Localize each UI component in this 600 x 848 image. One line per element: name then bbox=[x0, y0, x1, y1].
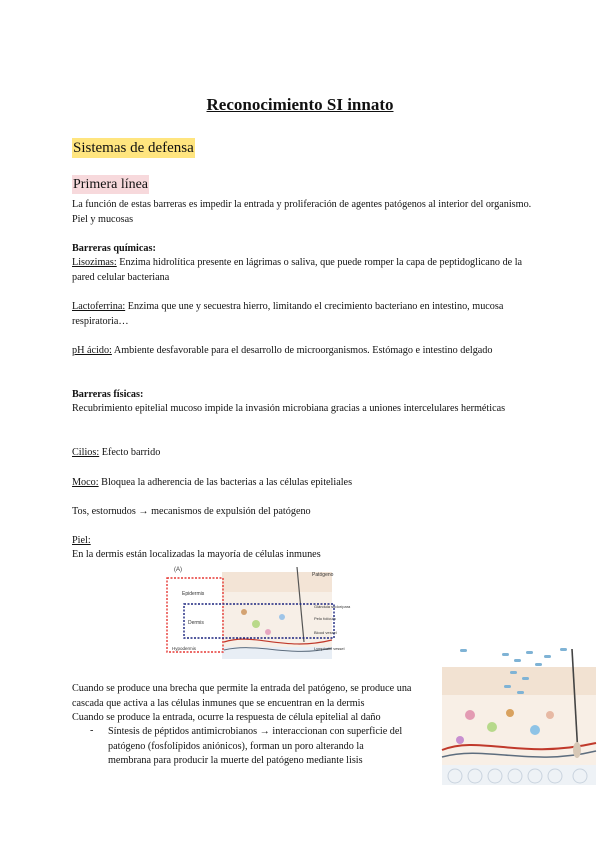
ph-paragraph bbox=[72, 343, 532, 358]
bullet-mark: - bbox=[90, 725, 94, 736]
fig-label-blood: Blood vessel bbox=[314, 630, 337, 635]
page-title: Reconocimiento SI innato bbox=[206, 95, 394, 114]
piel-paragraph: En la dermis están localizadas la mayoría de células inmunes bbox=[72, 549, 321, 560]
brecha-paragraph: Cuando se produce una brecha que permite la entrada del patógeno, se produce una cascada que activa a las células inmunes que se encuentran en la dermis bbox=[72, 683, 412, 709]
ph-text: Ambiente desfavorable para el desarrollo de microorganismos. Estómago e intestino delgado bbox=[111, 345, 493, 356]
cilios-label: Cilios: bbox=[72, 447, 100, 458]
cilios-paragraph bbox=[72, 445, 532, 460]
fig-label-hair: Pelo folículo bbox=[314, 616, 336, 621]
fig-label-sweat: Glándula sudorípara bbox=[314, 604, 351, 609]
fig-label-pathogen: Patógeno bbox=[312, 572, 334, 578]
intro-paragraph: La función de estas barreras es impedir la entrada y proliferación de agentes patógenos al interior del organismo. Piel y mucosas bbox=[72, 199, 532, 225]
ph-label: pH ácido: bbox=[72, 345, 112, 356]
moco-text: Bloquea la adherencia de las bacterias a las células epiteliales bbox=[98, 477, 353, 488]
chem-heading: Barreras químicas: bbox=[72, 243, 156, 254]
skin-layers-figure bbox=[164, 562, 354, 664]
lisozima-text: Enzima hidrolítica presente en lágrimas o saliva, que puede romper la capa de peptidoglicano de la pared celular bacteriana bbox=[72, 257, 523, 283]
subsection-heading: Primera línea bbox=[73, 177, 149, 192]
fig-panel-label: (A) bbox=[174, 567, 182, 573]
cilios-text: Efecto barrido bbox=[99, 447, 161, 458]
lisozima-paragraph bbox=[72, 255, 532, 285]
fig-label-epidermis: Epidermis bbox=[182, 591, 205, 597]
entrada-paragraph: Cuando se produce la entrada, ocurre la respuesta de célula epitelial al daño bbox=[72, 712, 381, 723]
moco-paragraph bbox=[72, 475, 532, 490]
lactoferrina-text: Enzima que une y secuestra hierro, limitando el crecimiento bacteriano en intestino, mucosa respiratoria… bbox=[72, 301, 504, 327]
piel-label: Piel: bbox=[72, 535, 91, 546]
phys-heading: Barreras físicas: bbox=[72, 389, 144, 400]
pathogen-entry-figure bbox=[440, 645, 598, 787]
moco-label: Moco: bbox=[72, 477, 99, 488]
lactoferrina-paragraph bbox=[72, 299, 532, 329]
tos-paragraph: Tos, estornudos → mecanismos de expulsión del patógeno bbox=[72, 506, 311, 517]
fig-label-hypodermis: Hypodermis bbox=[172, 646, 197, 651]
bullet-paragraph: Síntesis de péptidos antimicrobianos → interaccionan con superficie del patógeno (fosfolípidos aniónicos), forman un poro alterando la membrana para producir la muerte del patógeno mediante lisis bbox=[108, 726, 403, 766]
fig-label-dermis: Dermis bbox=[188, 620, 204, 626]
section-heading: Sistemas de defensa bbox=[73, 140, 194, 156]
fig-label-lymph: Lymphatic vessel bbox=[314, 646, 345, 651]
lactoferrina-label: Lactoferrina: bbox=[72, 301, 126, 312]
phys-paragraph: Recubrimiento epitelial mucoso impide la invasión microbiana gracias a uniones intercelulares herméticas bbox=[72, 403, 506, 414]
lisozima-label: Lisozimas: bbox=[72, 257, 117, 268]
